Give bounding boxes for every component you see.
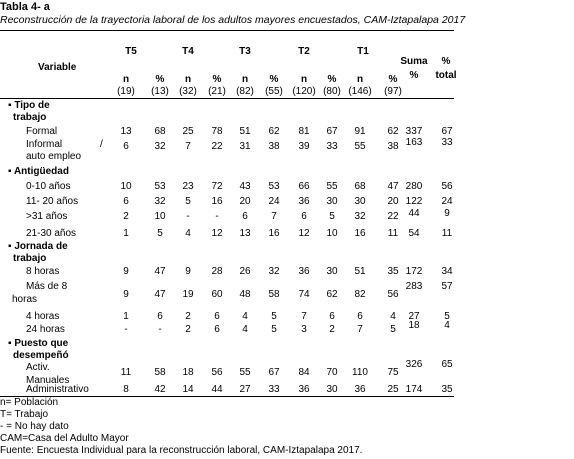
table-cell: 7 — [271, 211, 277, 222]
table-cell: 12 — [298, 228, 310, 239]
row-label: 21-30 años — [26, 228, 77, 239]
pct-count: (55) — [265, 86, 283, 97]
table-cell: 58 — [154, 367, 166, 378]
section-title: ▪ Tipo de — [8, 100, 50, 111]
table-cell: - — [215, 211, 219, 222]
table-cell: 9 — [123, 289, 129, 300]
table-cell: - — [158, 324, 162, 335]
table-cell: 10 — [120, 181, 132, 192]
table-cell: 38 — [387, 141, 399, 152]
table-cell: 53 — [154, 181, 166, 192]
section-title: ▪ Jornada de — [8, 241, 68, 252]
total-header: total — [435, 70, 457, 81]
table-cell: 110 — [352, 367, 368, 378]
table-cell: 2 — [123, 211, 129, 222]
row-label-slash: / — [100, 139, 103, 150]
footnote-line: CAM=Casa del Adulto Mayor — [0, 433, 129, 444]
pct-header: % — [388, 74, 398, 85]
suma-cell: 172 — [405, 266, 423, 277]
table-cell: 66 — [298, 181, 310, 192]
table-cell: 75 — [387, 367, 399, 378]
table-cell: 27 — [239, 384, 251, 395]
table-cell: 62 — [326, 289, 338, 300]
table-cell: 44 — [211, 384, 223, 395]
suma-cell: 337 — [405, 126, 423, 137]
table-cell: 6 — [214, 324, 220, 335]
total-header-pct: % — [441, 56, 451, 67]
table-cell: 26 — [239, 266, 251, 277]
table-cell: 68 — [354, 181, 366, 192]
table-cell: 42 — [154, 384, 166, 395]
table-cell: 47 — [154, 266, 166, 277]
table-cell: 24 — [268, 196, 280, 207]
table-cell: 28 — [211, 266, 223, 277]
table-cell: 43 — [239, 181, 251, 192]
table-cell: 47 — [387, 181, 399, 192]
table-cell: 5 — [271, 311, 277, 322]
total-cell: 65 — [441, 359, 453, 370]
suma-cell: 174 — [405, 384, 423, 395]
table-cell: - — [124, 324, 128, 335]
footnote-line: n= Población — [0, 397, 59, 408]
table-cell: 8 — [123, 384, 129, 395]
n-header: n — [184, 74, 192, 85]
row-label-line2: horas — [12, 294, 38, 305]
table-cell: 7 — [185, 141, 191, 152]
table-cell: 36 — [298, 384, 310, 395]
group-header: T1 — [357, 46, 369, 57]
table-cell: 55 — [239, 367, 251, 378]
table-cell: 30 — [326, 266, 338, 277]
table-cell: 19 — [182, 289, 194, 300]
table-cell: 1 — [123, 228, 129, 239]
table-cell: 70 — [326, 367, 338, 378]
n-header: n — [122, 74, 130, 85]
table-cell: - — [186, 211, 190, 222]
pct-header: % — [155, 74, 165, 85]
row-label: 8 horas — [26, 266, 60, 277]
table-cell: 35 — [387, 266, 399, 277]
table-cell: 67 — [268, 367, 280, 378]
table-cell: 38 — [268, 141, 280, 152]
n-count: (32) — [179, 86, 197, 97]
table-cell: 30 — [326, 384, 338, 395]
top-rule — [0, 30, 454, 31]
pct-header: % — [212, 74, 222, 85]
bottom-rule — [0, 396, 454, 397]
table-cell: 32 — [354, 211, 366, 222]
row-label: Activ. — [26, 362, 50, 373]
table-cell: 74 — [298, 289, 310, 300]
row-label: 11- 20 años — [26, 196, 79, 207]
table-cell: 51 — [354, 266, 366, 277]
table-cell: 30 — [326, 196, 338, 207]
table-cell: 2 — [185, 311, 191, 322]
suma-header: Suma — [400, 56, 428, 67]
table-cell: 9 — [185, 266, 191, 277]
table-cell: 4 — [185, 228, 191, 239]
table-cell: 91 — [354, 126, 366, 137]
pct-header: % — [327, 74, 337, 85]
suma-header-pct: % — [409, 70, 419, 81]
n-count: (146) — [348, 86, 372, 97]
row-label-line2: auto empleo — [26, 151, 82, 162]
table-cell: 6 — [123, 141, 129, 152]
table-cell: 39 — [298, 141, 310, 152]
table-cell: 14 — [182, 384, 194, 395]
pct-count: (21) — [208, 86, 226, 97]
table-cell: 6 — [214, 311, 220, 322]
group-header: T5 — [125, 46, 137, 57]
header-rule — [0, 98, 454, 99]
table-cell: 55 — [354, 141, 366, 152]
table-cell: 5 — [390, 324, 396, 335]
table-cell: 1 — [123, 311, 129, 322]
suma-cell: 283 — [405, 281, 423, 292]
n-header: n — [356, 74, 364, 85]
table-cell: 62 — [268, 126, 280, 137]
suma-cell: 44 — [408, 208, 420, 219]
table-cell: 22 — [387, 211, 399, 222]
table-cell: 47 — [154, 289, 166, 300]
table-cell: 72 — [211, 181, 223, 192]
suma-cell: 326 — [405, 359, 423, 370]
row-label: 24 horas — [26, 324, 65, 335]
table-cell: 36 — [298, 266, 310, 277]
total-cell: 24 — [441, 196, 453, 207]
table-cell: 6 — [301, 211, 307, 222]
section-title-line2: desempeñó — [13, 350, 69, 361]
suma-cell: 280 — [405, 181, 423, 192]
row-label: Más de 8 — [26, 281, 68, 292]
table-cell: 13 — [239, 228, 251, 239]
total-cell: 11 — [441, 228, 453, 239]
n-header: n — [241, 74, 249, 85]
table-cell: 2 — [329, 324, 335, 335]
section-title-line2: trabajo — [13, 253, 47, 264]
total-cell: 33 — [441, 137, 453, 148]
table-cell: 6 — [242, 211, 248, 222]
table-cell: 6 — [157, 311, 163, 322]
variable-header: Variable — [38, 62, 77, 73]
section-title-line2: trabajo — [13, 112, 47, 123]
table-cell: 5 — [157, 228, 163, 239]
table-cell: 33 — [326, 141, 338, 152]
table-cell: 5 — [329, 211, 335, 222]
pct-count: (80) — [323, 86, 341, 97]
table-cell: 6 — [123, 196, 129, 207]
n-header: n — [300, 74, 308, 85]
n-count: (120) — [292, 86, 316, 97]
table-cell: 33 — [268, 384, 280, 395]
total-cell: 5 — [444, 311, 450, 322]
suma-cell: 122 — [405, 196, 423, 207]
table-cell: 13 — [120, 126, 132, 137]
table-cell: 82 — [354, 289, 366, 300]
suma-cell: 18 — [408, 320, 420, 331]
table-cell: 48 — [239, 289, 251, 300]
table-cell: 20 — [387, 196, 399, 207]
row-label: Informal — [26, 139, 63, 150]
footnote-line: - = No hay dato — [0, 421, 69, 432]
table-cell: 51 — [239, 126, 251, 137]
table-cell: 55 — [326, 181, 338, 192]
n-count: (19) — [117, 86, 135, 97]
table-cell: 10 — [154, 211, 166, 222]
table-cell: 67 — [326, 126, 338, 137]
table-cell: 36 — [298, 196, 310, 207]
table-subtitle: Reconstrucción de la trayectoria laboral de los adultos mayores encuestados, CAM-Iztapalapa 2017 — [0, 14, 466, 26]
table-cell: 4 — [242, 324, 248, 335]
suma-cell: 27 — [408, 311, 420, 322]
table-cell: 4 — [242, 311, 248, 322]
pct-count: (97) — [384, 86, 402, 97]
table-cell: 3 — [301, 324, 307, 335]
table-cell: 25 — [182, 126, 194, 137]
total-cell: 57 — [441, 281, 453, 292]
table-cell: 20 — [239, 196, 251, 207]
table-cell: 2 — [185, 324, 191, 335]
table-cell: 81 — [298, 126, 310, 137]
table-cell: 7 — [357, 324, 363, 335]
table-cell: 9 — [123, 266, 129, 277]
total-cell: 56 — [441, 181, 453, 192]
group-header: T3 — [239, 46, 251, 57]
pct-count: (13) — [151, 86, 169, 97]
table-title: Tabla 4- a — [0, 1, 50, 13]
table-cell: 7 — [301, 311, 307, 322]
table-cell: 5 — [185, 196, 191, 207]
row-label: >31 años — [26, 211, 68, 222]
total-cell: 34 — [441, 266, 453, 277]
group-header: T2 — [298, 46, 310, 57]
table-cell: 11 — [387, 228, 399, 239]
table-cell: 16 — [268, 228, 280, 239]
n-count: (82) — [236, 86, 254, 97]
row-label: Administrativo — [26, 384, 89, 395]
table-cell: 10 — [326, 228, 338, 239]
table-cell: 12 — [211, 228, 223, 239]
table-cell: 5 — [271, 324, 277, 335]
footnote-line: T= Trabajo — [0, 409, 49, 420]
section-title: ▪ Antigüedad — [8, 166, 69, 177]
row-label: Formal — [26, 126, 58, 137]
table-cell: 62 — [387, 126, 399, 137]
table-cell: 23 — [182, 181, 194, 192]
group-header: T4 — [182, 46, 194, 57]
section-title: ▪ Puesto que — [8, 338, 69, 349]
table-cell: 31 — [239, 141, 251, 152]
row-label: 4 horas — [26, 311, 60, 322]
table-cell: 58 — [268, 289, 280, 300]
total-cell: 35 — [441, 384, 453, 395]
table-cell: 56 — [211, 367, 223, 378]
table-cell: 32 — [268, 266, 280, 277]
row-label-line2: Manuales — [26, 375, 70, 386]
table-cell: 36 — [354, 384, 366, 395]
table-cell: 30 — [354, 196, 366, 207]
table-cell: 18 — [182, 367, 194, 378]
total-cell: 9 — [444, 208, 450, 219]
table-cell: 16 — [211, 196, 223, 207]
table-cell: 84 — [298, 367, 310, 378]
table-cell: 68 — [154, 126, 166, 137]
table-cell: 11 — [120, 367, 132, 378]
table-cell: 6 — [329, 311, 335, 322]
table-cell: 32 — [154, 196, 166, 207]
table-cell: 6 — [357, 311, 363, 322]
total-cell: 67 — [441, 126, 453, 137]
table-cell: 60 — [211, 289, 223, 300]
suma-cell: 54 — [408, 228, 420, 239]
table-cell: 16 — [354, 228, 366, 239]
footnote-line: Fuente: Encuesta Individual para la reconstrucción laboral, CAM-Iztapalapa 2017. — [0, 445, 363, 456]
table-cell: 78 — [211, 126, 223, 137]
table-cell: 53 — [268, 181, 280, 192]
table-cell: 4 — [390, 311, 396, 322]
table-cell: 32 — [154, 141, 166, 152]
table-cell: 56 — [387, 289, 399, 300]
table-cell: 25 — [387, 384, 399, 395]
suma-cell: 163 — [405, 137, 423, 148]
table-cell: 22 — [211, 141, 223, 152]
row-label: 0-10 años — [26, 181, 71, 192]
total-cell: 4 — [444, 320, 450, 331]
pct-header: % — [269, 74, 279, 85]
